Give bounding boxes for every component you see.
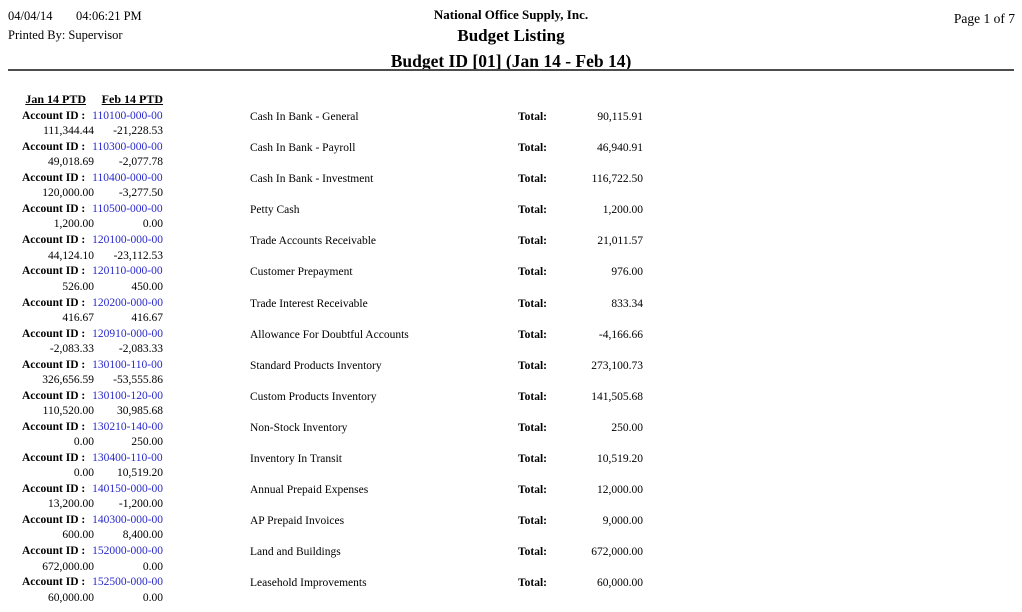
account-description: Customer Prepayment — [250, 266, 353, 279]
account-id-label: Account ID : — [22, 265, 86, 278]
feb-ptd-amount: -23,112.53 — [113, 249, 163, 262]
account-description: Cash In Bank - General — [250, 111, 359, 123]
feb-ptd-amount: -1,200.00 — [118, 498, 163, 511]
account-description: Allowance For Doubtful Accounts — [250, 328, 409, 341]
account-id-link[interactable]: 110400-000-00 — [92, 172, 163, 185]
total-amount: 976.00 — [611, 266, 643, 279]
account-id-label: Account ID : — [22, 203, 86, 216]
total-label: Total: — [518, 421, 547, 434]
account-id-line — [22, 328, 163, 340]
account-description: Non-Stock Inventory — [250, 421, 348, 434]
account-id-link[interactable]: 130100-110-00 — [92, 358, 163, 371]
feb-ptd-amount: 250.00 — [131, 436, 163, 449]
report-title: Budget Listing — [457, 26, 565, 45]
account-row — [0, 234, 1022, 265]
account-row — [0, 110, 1022, 141]
account-id-label: Account ID : — [22, 545, 86, 558]
total-amount: 10,519.20 — [597, 453, 643, 466]
jan-ptd-amount: 672,000.00 — [42, 560, 94, 573]
jan-ptd-amount: -2,083.33 — [49, 342, 94, 355]
feb-ptd-amount: -21,228.53 — [113, 125, 163, 138]
total-amount: 21,011.57 — [597, 235, 643, 248]
total-label: Total: — [518, 453, 547, 466]
total-amount: -4,166.66 — [598, 328, 643, 341]
account-id-label: Account ID : — [22, 389, 86, 402]
total-amount: 60,000.00 — [597, 577, 643, 590]
account-id-link[interactable]: 152500-000-00 — [92, 576, 164, 589]
account-row — [0, 514, 1022, 545]
total-label: Total: — [518, 390, 547, 403]
jan-ptd-amount: 0.00 — [73, 436, 94, 449]
account-id-link[interactable]: 140300-000-00 — [92, 514, 164, 527]
printed-by-label: Printed By: Supervisor — [8, 28, 123, 42]
account-id-line — [22, 297, 163, 309]
jan-ptd-amount: 120,000.00 — [42, 187, 94, 200]
total-label: Total: — [518, 266, 547, 279]
account-description: Cash In Bank - Payroll — [250, 142, 356, 155]
account-id-line — [22, 421, 163, 433]
total-label: Total: — [518, 297, 547, 310]
total-amount: 46,940.91 — [597, 142, 643, 155]
account-id-label: Account ID : — [22, 514, 86, 527]
total-amount: 672,000.00 — [591, 546, 643, 559]
feb-ptd-amount: 0.00 — [142, 560, 163, 573]
total-amount: 1,200.00 — [602, 204, 643, 217]
account-id-label: Account ID : — [22, 358, 86, 371]
total-label: Total: — [518, 359, 547, 372]
account-id-line — [22, 576, 163, 588]
account-id-link[interactable]: 120110-000-00 — [92, 265, 163, 278]
total-amount: 273,100.73 — [591, 359, 643, 372]
feb-ptd-amount: 10,519.20 — [117, 467, 163, 480]
jan-ptd-amount: 600.00 — [62, 529, 94, 542]
feb-ptd-amount: -3,277.50 — [118, 187, 163, 200]
account-id-label: Account ID : — [22, 420, 86, 433]
account-id-link[interactable]: 120910-000-00 — [92, 327, 164, 340]
account-id-line — [22, 265, 163, 277]
print-date: 04/04/14 — [8, 9, 53, 23]
account-id-label: Account ID : — [22, 576, 86, 589]
account-row — [0, 141, 1022, 172]
account-row — [0, 203, 1022, 234]
total-amount: 833.34 — [611, 297, 643, 310]
header-divider — [8, 69, 1014, 71]
feb-ptd-amount: 416.67 — [131, 311, 163, 324]
column-header-feb14-ptd: Feb 14 PTD — [101, 92, 163, 106]
account-id-label: Account ID : — [22, 172, 86, 185]
account-id-link[interactable]: 140150-000-00 — [92, 483, 164, 496]
total-label: Total: — [518, 546, 547, 559]
print-time: 04:06:21 PM — [76, 9, 142, 23]
account-row — [0, 421, 1022, 452]
account-row — [0, 483, 1022, 514]
total-label: Total: — [518, 111, 547, 123]
account-id-link[interactable]: 110100-000-00 — [92, 110, 163, 122]
account-id-line — [22, 172, 163, 184]
account-row — [0, 297, 1022, 328]
account-id-link[interactable]: 110300-000-00 — [92, 141, 163, 154]
account-id-line — [22, 359, 163, 371]
account-id-line — [22, 141, 163, 153]
account-id-line — [22, 234, 163, 246]
feb-ptd-amount: -2,077.78 — [118, 156, 163, 169]
account-id-label: Account ID : — [22, 234, 86, 247]
jan-ptd-amount: 0.00 — [73, 467, 94, 480]
account-row — [0, 390, 1022, 421]
account-rows — [0, 110, 1022, 608]
total-amount: 141,505.68 — [591, 390, 643, 403]
account-id-link[interactable]: 130400-110-00 — [92, 452, 163, 465]
account-id-line — [22, 545, 163, 557]
jan-ptd-amount: 60,000.00 — [48, 591, 94, 604]
account-id-link[interactable]: 152000-000-00 — [92, 545, 164, 558]
feb-ptd-amount: -2,083.33 — [118, 342, 163, 355]
account-description: Leasehold Improvements — [250, 577, 367, 590]
account-description: Cash In Bank - Investment — [250, 173, 374, 186]
total-label: Total: — [518, 328, 547, 341]
total-label: Total: — [518, 515, 547, 528]
jan-ptd-amount: 416.67 — [62, 311, 94, 324]
account-id-label: Account ID : — [22, 110, 86, 122]
account-id-link[interactable]: 110500-000-00 — [92, 203, 163, 216]
total-label: Total: — [518, 235, 547, 248]
account-description: Annual Prepaid Expenses — [250, 484, 369, 497]
account-description: Land and Buildings — [250, 546, 341, 559]
feb-ptd-amount: 8,400.00 — [122, 529, 163, 542]
total-amount: 250.00 — [611, 421, 643, 434]
account-row — [0, 545, 1022, 576]
jan-ptd-amount: 1,200.00 — [53, 218, 94, 231]
account-id-line — [22, 203, 163, 215]
jan-ptd-amount: 13,200.00 — [48, 498, 94, 511]
account-row — [0, 452, 1022, 483]
account-id-line — [22, 514, 163, 526]
account-id-label: Account ID : — [22, 141, 86, 154]
account-id-label: Account ID : — [22, 483, 86, 496]
account-id-line — [22, 110, 163, 122]
account-description: Petty Cash — [250, 204, 300, 217]
jan-ptd-amount: 111,344.44 — [43, 125, 94, 138]
account-description: AP Prepaid Invoices — [250, 515, 345, 528]
account-id-label: Account ID : — [22, 452, 86, 465]
account-row — [0, 328, 1022, 359]
total-label: Total: — [518, 577, 547, 590]
account-description: Inventory In Transit — [250, 453, 342, 466]
account-id-link[interactable]: 120200-000-00 — [92, 296, 164, 309]
account-row — [0, 172, 1022, 203]
account-id-label: Account ID : — [22, 327, 86, 340]
jan-ptd-amount: 110,520.00 — [42, 405, 94, 418]
column-header-jan14-ptd: Jan 14 PTD — [25, 92, 86, 106]
account-description: Trade Accounts Receivable — [250, 235, 377, 248]
total-label: Total: — [518, 142, 547, 155]
feb-ptd-amount: 30,985.68 — [117, 405, 163, 418]
account-id-link[interactable]: 120100-000-00 — [92, 234, 164, 247]
account-id-line — [22, 390, 163, 402]
account-description: Trade Interest Receivable — [250, 297, 368, 310]
account-description: Standard Products Inventory — [250, 359, 382, 372]
jan-ptd-amount: 44,124.10 — [48, 249, 94, 262]
feb-ptd-amount: 0.00 — [142, 591, 163, 604]
account-id-link[interactable]: 130100-120-00 — [92, 389, 164, 402]
account-id-label: Account ID : — [22, 296, 86, 309]
total-label: Total: — [518, 204, 547, 217]
account-id-line — [22, 452, 163, 464]
account-description: Custom Products Inventory — [250, 390, 377, 403]
total-amount: 9,000.00 — [602, 515, 643, 528]
jan-ptd-amount: 49,018.69 — [48, 156, 94, 169]
jan-ptd-amount: 526.00 — [62, 280, 94, 293]
feb-ptd-amount: 450.00 — [131, 280, 163, 293]
total-label: Total: — [518, 173, 547, 186]
account-row — [0, 359, 1022, 390]
total-amount: 12,000.00 — [597, 484, 643, 497]
total-amount: 90,115.91 — [597, 111, 643, 123]
account-id-link[interactable]: 130210-140-00 — [92, 420, 164, 433]
company-name: National Office Supply, Inc. — [433, 7, 589, 22]
total-amount: 116,722.50 — [591, 173, 643, 186]
report-subtitle: Budget ID [01] (Jan 14 - Feb 14) — [390, 51, 632, 71]
account-id-line — [22, 483, 163, 495]
feb-ptd-amount: -53,555.86 — [113, 373, 163, 386]
feb-ptd-amount: 0.00 — [142, 218, 163, 231]
jan-ptd-amount: 326,656.59 — [42, 373, 94, 386]
page-number: Page 1 of 7 — [953, 11, 1015, 26]
account-row — [0, 576, 1022, 607]
total-label: Total: — [518, 484, 547, 497]
account-row — [0, 265, 1022, 296]
